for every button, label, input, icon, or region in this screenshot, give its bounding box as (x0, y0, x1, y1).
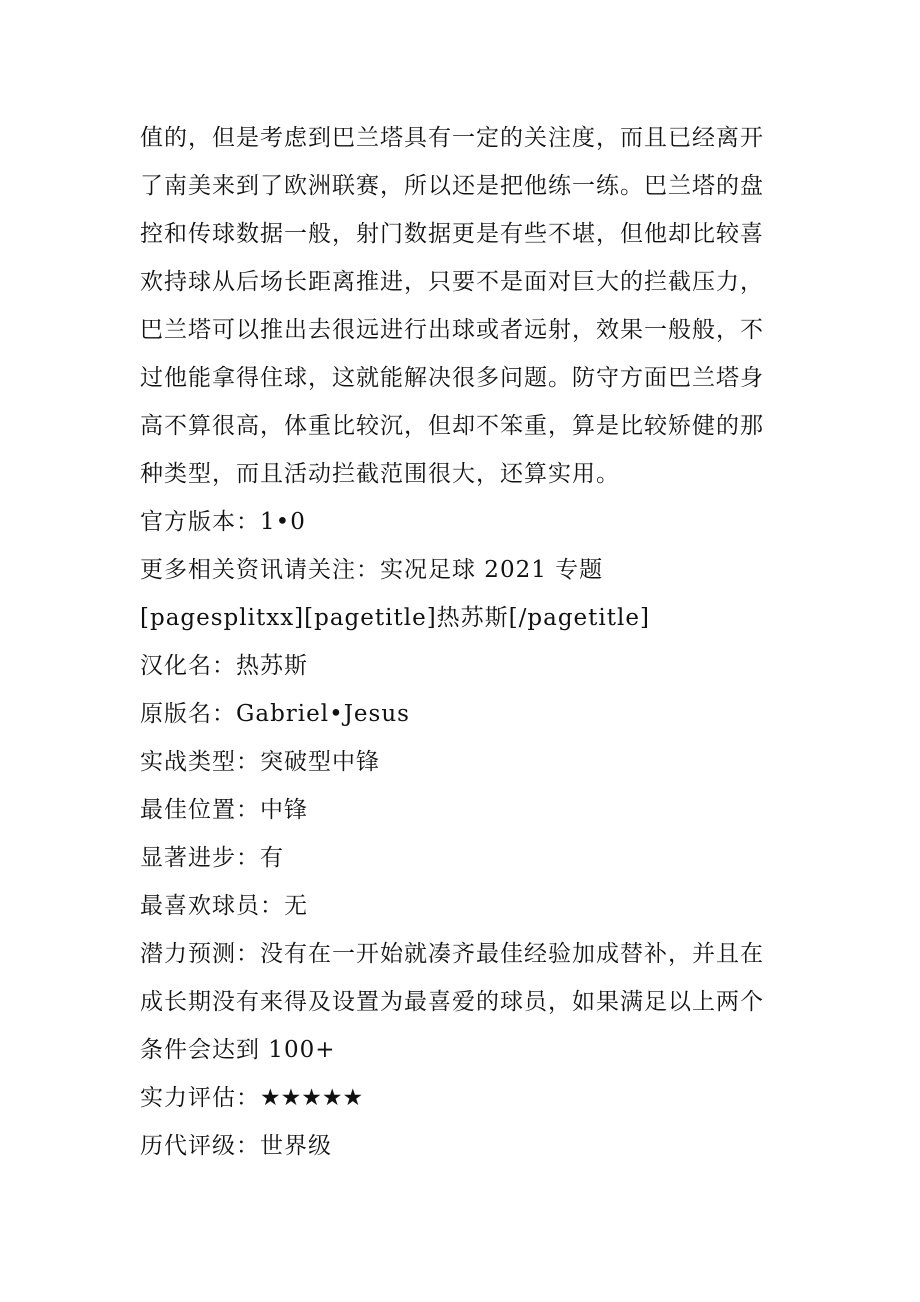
paragraph-line: 高不算很高，体重比较沉，但却不笨重，算是比较矫健的那 (140, 413, 764, 439)
paragraph-line: 欢持球从后场长距离推进，只要不是面对巨大的拦截压力， (140, 269, 764, 295)
player-original-name: 原版名：Gabriel•Jesus (140, 701, 410, 727)
player-strength (140, 1074, 790, 1122)
paragraph-line: 控和传球数据一般，射门数据更是有些不堪，但他却比较喜 (140, 221, 764, 247)
article-body (140, 114, 790, 1170)
strength-label: 实力评估： (140, 1085, 260, 1111)
player-favorite-player: 最喜欢球员：无 (140, 893, 308, 919)
paragraph-line: 种类型，而且活动拦截范围很大，还算实用。 (140, 461, 620, 487)
more-info: 更多相关资讯请关注：实况足球 2021 专题 (140, 557, 604, 583)
official-version: 官方版本：1•0 (140, 509, 306, 535)
paragraph-line: 巴兰塔可以推出去很远进行出球或者远射，效果一般般，不 (140, 317, 764, 343)
page-split-marker: [pagesplitxx][pagetitle]热苏斯[/pagetitle] (140, 605, 650, 631)
player-play-style: 实战类型：突破型中锋 (140, 749, 380, 775)
player-chinese-name: 汉化名：热苏斯 (140, 653, 308, 679)
player-historical-rating: 历代评级：世界级 (140, 1133, 332, 1159)
potential-line: 潜力预测：没有在一开始就凑齐最佳经验加成替补，并且在 (140, 941, 764, 967)
potential-line: 条件会达到 100+ (140, 1037, 336, 1063)
paragraph-line: 了南美来到了欧洲联赛，所以还是把他练一练。巴兰塔的盘 (140, 173, 764, 199)
paragraph-line: 值的，但是考虑到巴兰塔具有一定的关注度，而且已经离开 (140, 125, 764, 151)
intro-paragraph (140, 114, 790, 498)
player-best-position: 最佳位置：中锋 (140, 797, 308, 823)
potential-line: 成长期没有来得及设置为最喜爱的球员，如果满足以上两个 (140, 989, 764, 1015)
player-potential (140, 930, 790, 1074)
star-rating-icon: ★★★★★ (260, 1085, 364, 1111)
player-significant-progress: 显著进步：有 (140, 845, 284, 871)
paragraph-line: 过他能拿得住球，这就能解决很多问题。防守方面巴兰塔身 (140, 365, 764, 391)
